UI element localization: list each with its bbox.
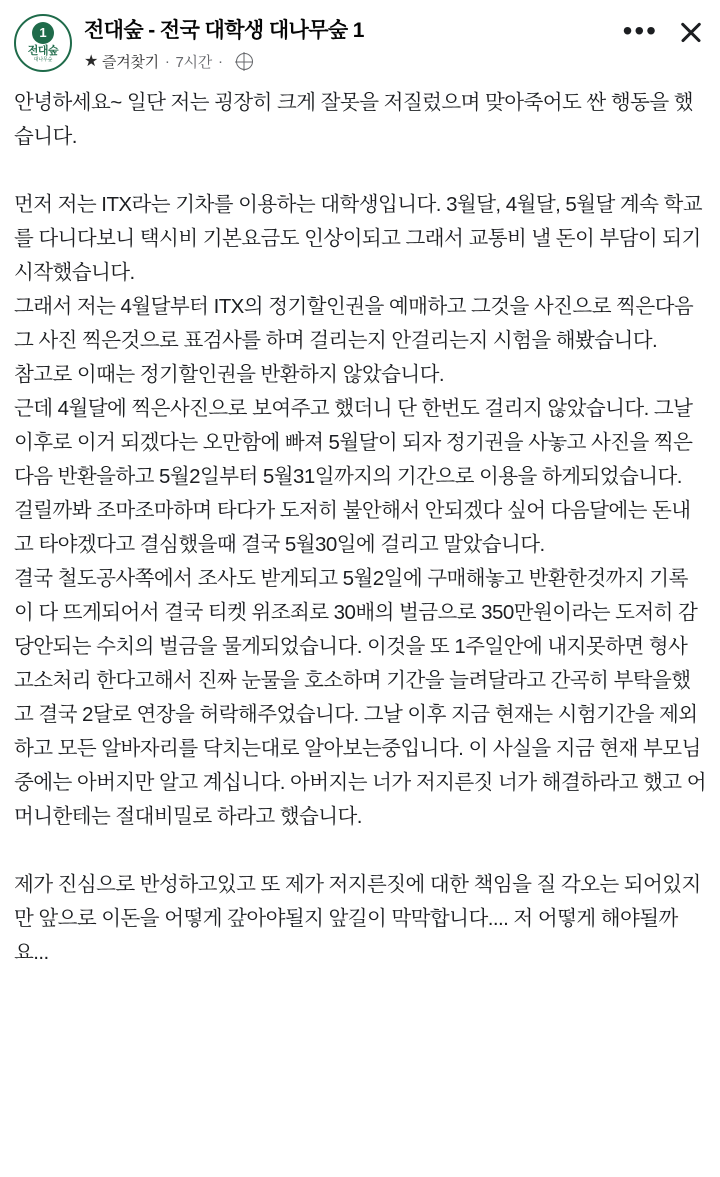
globe-icon bbox=[236, 53, 253, 70]
header-text-block bbox=[72, 10, 623, 72]
meta-separator-1: · bbox=[164, 53, 170, 70]
post-paragraph: 참고로 이때는 정기할인권을 반환하지 않았습니다. bbox=[14, 363, 445, 386]
avatar[interactable] bbox=[14, 14, 72, 72]
post-paragraph: 안녕하세요~ 일단 저는 굉장히 크게 잘못을 저질렀으며 맞아죽어도 싼 행동을 했습니다. bbox=[14, 91, 693, 148]
post-paragraph: 근데 4월달에 찍은사진으로 보여주고 했더니 단 한번도 걸리지 않았습니다. 그날 이후로 이거 되겠다는 오만함에 빠져 5월달이 되자 정기권을 사놓고 사진을 찍은다음 반환을하고 5월2일부터 5월31일까지의 기간으로 이용을 하게되었습니다. bbox=[14, 397, 698, 488]
close-icon[interactable] bbox=[676, 16, 706, 46]
star-icon: ★ bbox=[84, 52, 99, 70]
avatar-subname: 대나무숲 bbox=[33, 57, 53, 63]
post-paragraph: 결국 철도공사쪽에서 조사도 받게되고 5월2일에 구매해놓고 반환한것까지 기록이 다 뜨게되어서 결국 티켓 위조죄로 30배의 벌금으로 350만원이라는 도저히 감당안되는 수치의 벌금을 물게되었습니다. 이것을 또 1주일안에 내지못하면 형사고소처리 한다고해서 진짜 눈물을 호소하며 기간을 늘려달라고 간곡히 부탁을했고 결국 2달로 연장을 허락해주었습니다. 그날 이후 지금 현재는 시험기간을 제외하고 모든 알바자리를 닥치는대로 알아보는중입니다. 이 사실을 지금 현재 부모님 중에는 아버지만 알고 계십니다. 아버지는 너가 저지른짓 너가 해결하라고 했고 어머니한테는 절대비밀로 하라고 했습니다. bbox=[14, 567, 706, 828]
post-paragraph: 그래서 저는 4월달부터 ITX의 정기할인권을 예매하고 그것을 사진으로 찍은다음 그 사진 찍은것으로 표검사를 하며 걸리는지 안걸리는지 시험을 해봤습니다. bbox=[14, 295, 699, 352]
timestamp[interactable]: 7시간 bbox=[175, 54, 212, 71]
post-body bbox=[0, 86, 720, 970]
avatar-rank: 1 bbox=[32, 22, 54, 44]
post-paragraph: 걸릴까봐 조마조마하며 타다가 도저히 불안해서 안되겠다 싶어 다음달에는 돈내고 타야겠다고 결심했을때 결국 5월30일에 걸리고 말았습니다. bbox=[14, 499, 691, 556]
page-title[interactable]: 전대숲 - 전국 대학생 대나무숲 1 bbox=[84, 19, 364, 42]
avatar-name: 전대숲 bbox=[27, 45, 59, 57]
favorite-label[interactable]: 즐겨찾기 bbox=[102, 54, 159, 71]
more-options-icon[interactable]: ••• bbox=[622, 15, 658, 46]
post-meta bbox=[84, 51, 623, 72]
meta-separator-2: · bbox=[217, 53, 223, 70]
header-actions bbox=[623, 10, 706, 46]
post-paragraph: 제가 진심으로 반성하고있고 또 제가 저지른짓에 대한 책임을 질 각오는 되어있지만 앞으로 이돈을 어떻게 갚아야될지 앞길이 막막합니다.... 저 어떻게 해야될까요... bbox=[14, 873, 701, 964]
post-header bbox=[0, 0, 720, 86]
post-paragraph: 먼저 저는 ITX라는 기차를 이용하는 대학생입니다. 3월달, 4월달, 5월달 계속 학교를 다니다보니 택시비 기본요금도 인상이되고 그래서 교통비 낼 돈이 부담이 되기 시작했습니다. bbox=[14, 193, 706, 284]
